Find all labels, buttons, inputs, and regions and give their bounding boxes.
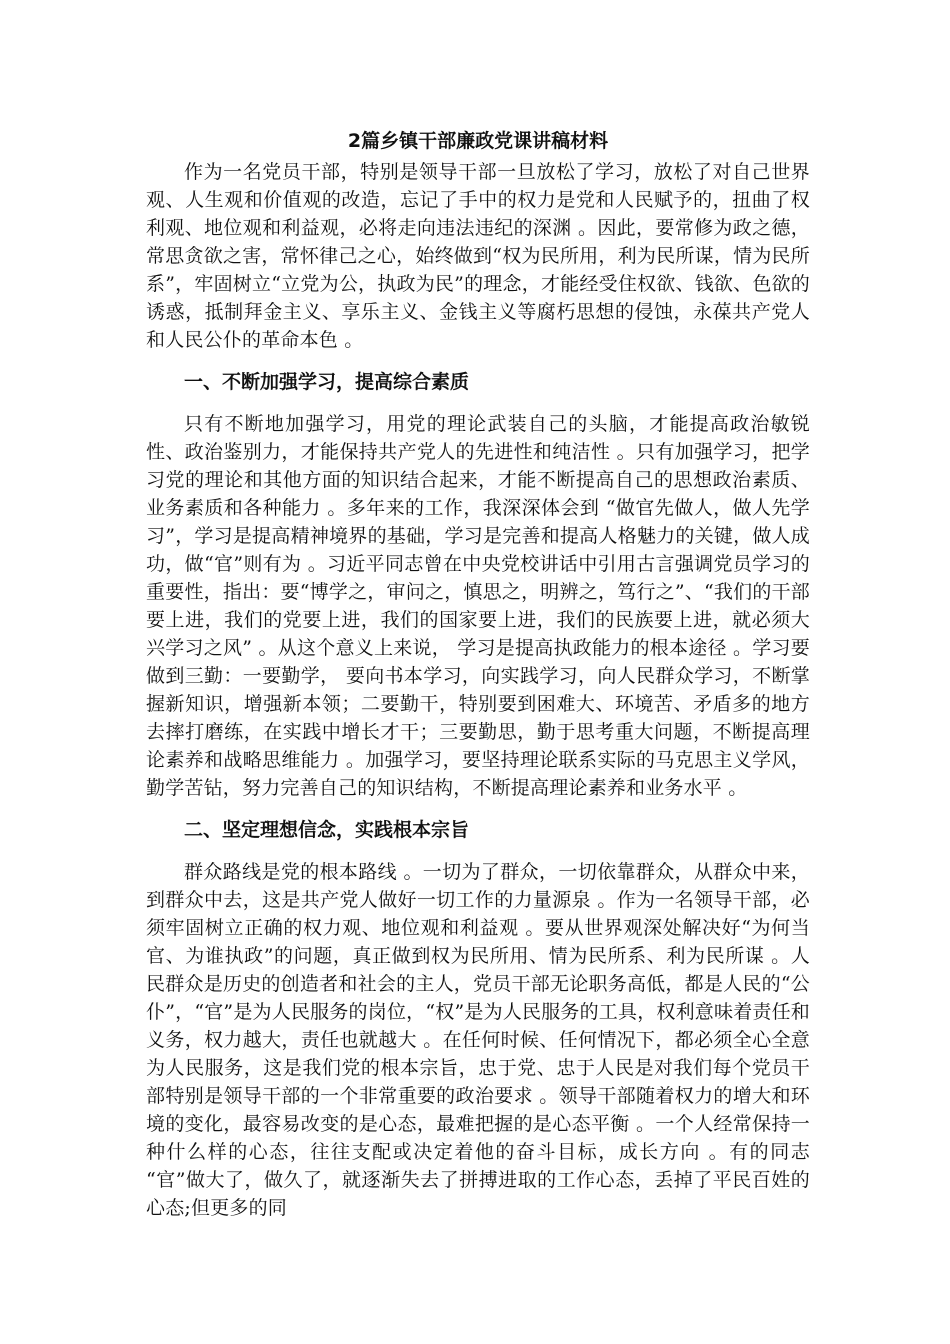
document-title: 2篇乡镇干部廉政党课讲稿材料: [347, 130, 609, 152]
intro-paragraph: 作为一名党员干部，特别是领导干部一旦放松了学习，放松了对自己世界观、人生观和价值观的改造，忘记了手中的权力是党和人民赋予的，扭曲了权利观、地位观和利益观，必将走向违法违纪的深渊 。因此，要常修为政之德，常思贪欲之害，常怀律己之心，始终做到“权为民所用，利为民所谋，情为民所系”，牢固树立“立党为公，执政为民”的理念，才能经受住权欲、钱欲、色欲的诱惑，抵制拜金主义、享乐主义、金钱主义等腐朽思想的侵蚀，永葆共产党人和人民公仆的革命本色 。: [146, 161, 810, 351]
section-2-heading: 二、坚定理想信念，实践根本宗旨: [184, 819, 470, 841]
section-2-paragraph: 群众路线是党的根本路线 。一切为了群众，一切依靠群众，从群众中来，到群众中去，这是共产党人做好一切工作的力量源泉 。作为一名领导干部，必须牢固树立正确的权力观、地位观和利益观 。要从世界观深处解决好“为何当官、为谁执政”的问题，真正做到权为民所用、情为民所系、利为民所谋 。人民群众是历史的创造者和社会的主人，党员干部无论职务高低，都是人民的“公仆”，“官”是为人民服务的岗位，“权”是为人民服务的工具，权利意味着责任和义务，权力越大，责任也就越大 。在任何时候、任何情况下，都必须全心全意为人民服务，这是我们党的根本宗旨，忠于党、忠于人民是对我们每个党员干部特别是领导干部的一个非常重要的政治要求 。领导干部随着权力的增大和环境的变化，最容易改变的是心态，最难把握的是心态平衡 。一个人经常保持一种什么样的心态，往往支配或决定着他的奋斗目标，成长方向 。有的同志 “官”做大了，做久了，就逐渐失去了拼搏进取的工作心态，丢掉了平民百姓的心态;但更多的同: [146, 861, 810, 1219]
section-1-heading: 一、不断加强学习，提高综合素质: [184, 371, 470, 393]
section-1-paragraph: 只有不断地加强学习，用党的理论武装自己的头脑，才能提高政治敏锐性、政治鉴别力，才能保持共产党人的先进性和纯洁性 。只有加强学习，把学习党的理论和其他方面的知识结合起来，才能不断提高自己的思想政治素质、业务素质和各种能力 。多年来的工作，我深深体会到 “做官先做人，做人先学习”，学习是提高精神境界的基础，学习是完善和提高人格魅力的关键，做人成功，做“官”则有为 。习近平同志曾在中央党校讲话中引用古言强调党员学习的重要性，指出：要“博学之，审问之，慎思之，明辨之，笃行之”、“我们的干部要上进，我们的党要上进，我们的国家要上进，我们的民族要上进，就必须大兴学习之风” 。从这个意义上来说， 学习是提高执政能力的根本途径 。学习要做到三勤：一要勤学， 要向书本学习，向实践学习，向人民群众学习，不断掌握新知识，增强新本领；二要勤干，特别要到困难大、环境苦、矛盾多的地方去摔打磨练，在实践中增长才干；三要勤思，勤于思考重大问题，不断提高理论素养和战略思维能力 。加强学习，要坚持理论联系实际的马克思主义学风，勤学苦钻，努力完善自己的知识结构，不断提高理论素养和业务水平 。: [146, 413, 810, 799]
